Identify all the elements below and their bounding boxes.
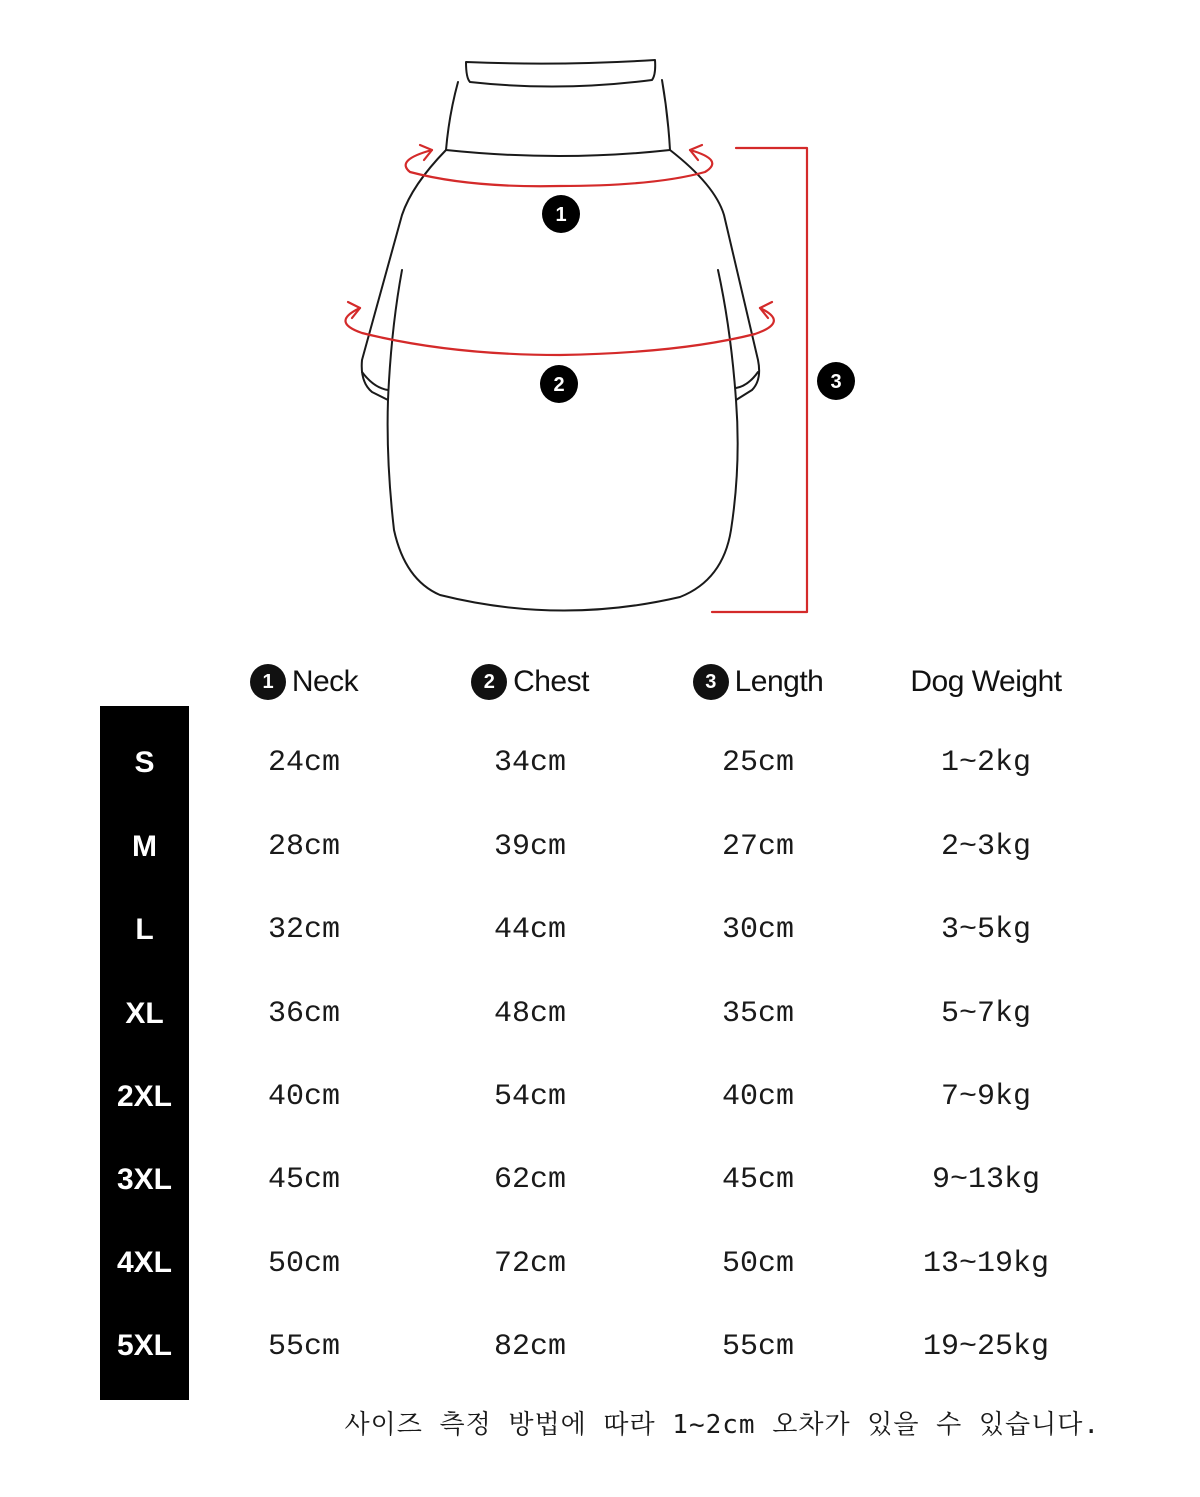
chest-cell: 48cm xyxy=(493,997,566,1031)
garment-outline xyxy=(362,60,759,611)
col-header-label: Neck xyxy=(291,665,359,698)
weight-cell: 1~2kg xyxy=(940,746,1031,780)
weight-cell: 13~19kg xyxy=(922,1247,1050,1281)
col-header-label: Chest xyxy=(513,665,589,698)
neck-cell: 36cm xyxy=(267,997,340,1031)
chest-cell: 34cm xyxy=(493,746,566,780)
neck-cell: 50cm xyxy=(267,1247,340,1281)
chest-cell: 82cm xyxy=(493,1330,566,1364)
garment-diagram xyxy=(0,0,1200,640)
length-cell: 40cm xyxy=(721,1080,794,1114)
weight-cell: 3~5kg xyxy=(940,913,1031,947)
size-label: 2XL xyxy=(116,1080,173,1113)
neck-cell: 28cm xyxy=(267,830,340,864)
svg-text:2: 2 xyxy=(553,374,565,396)
col-header-chest xyxy=(420,660,640,704)
neck-cell: 45cm xyxy=(267,1163,340,1197)
size-label: S xyxy=(134,746,155,779)
col-header-label: Length xyxy=(734,665,824,698)
marker-1 xyxy=(542,195,580,233)
size-label: M xyxy=(132,830,157,863)
number-badge: 3 xyxy=(693,664,729,700)
marker-3 xyxy=(817,362,855,400)
size-label: 4XL xyxy=(116,1246,173,1279)
size-column xyxy=(100,706,189,1400)
neck-cell: 55cm xyxy=(267,1330,340,1364)
measurement-note: 사이즈 측정 방법에 따라 1~2cm 오차가 있을 수 있습니다. xyxy=(344,1410,1100,1440)
neck-cell: 32cm xyxy=(267,913,340,947)
chest-cell: 44cm xyxy=(493,913,566,947)
size-label: XL xyxy=(125,997,164,1030)
length-cell: 27cm xyxy=(721,830,794,864)
length-cell: 25cm xyxy=(721,746,794,780)
svg-text:1: 1 xyxy=(555,204,567,226)
weight-cell: 9~13kg xyxy=(931,1163,1041,1197)
chest-cell: 54cm xyxy=(493,1080,566,1114)
length-cell: 35cm xyxy=(721,997,794,1031)
weight-cell: 5~7kg xyxy=(940,997,1031,1031)
col-header-length xyxy=(648,660,868,704)
weight-cell: 19~25kg xyxy=(922,1330,1050,1364)
table-header xyxy=(0,660,1200,704)
col-header-neck xyxy=(194,660,414,704)
svg-text:3: 3 xyxy=(830,371,842,393)
number-badge: 2 xyxy=(471,664,507,700)
size-label: 5XL xyxy=(116,1329,173,1362)
col-header-weight xyxy=(876,660,1096,704)
number-badge: 1 xyxy=(250,664,286,700)
chest-cell: 39cm xyxy=(493,830,566,864)
neck-cell: 24cm xyxy=(267,746,340,780)
neck-cell: 40cm xyxy=(267,1080,340,1114)
size-label: 3XL xyxy=(116,1163,173,1196)
length-cell: 30cm xyxy=(721,913,794,947)
length-cell: 55cm xyxy=(721,1330,794,1364)
marker-2 xyxy=(540,365,578,403)
chest-cell: 72cm xyxy=(493,1247,566,1281)
weight-cell: 2~3kg xyxy=(940,830,1031,864)
length-cell: 50cm xyxy=(721,1247,794,1281)
length-cell: 45cm xyxy=(721,1163,794,1197)
size-label: L xyxy=(135,913,154,946)
chest-cell: 62cm xyxy=(493,1163,566,1197)
col-header-label: Dog Weight xyxy=(910,665,1062,698)
weight-cell: 7~9kg xyxy=(940,1080,1031,1114)
